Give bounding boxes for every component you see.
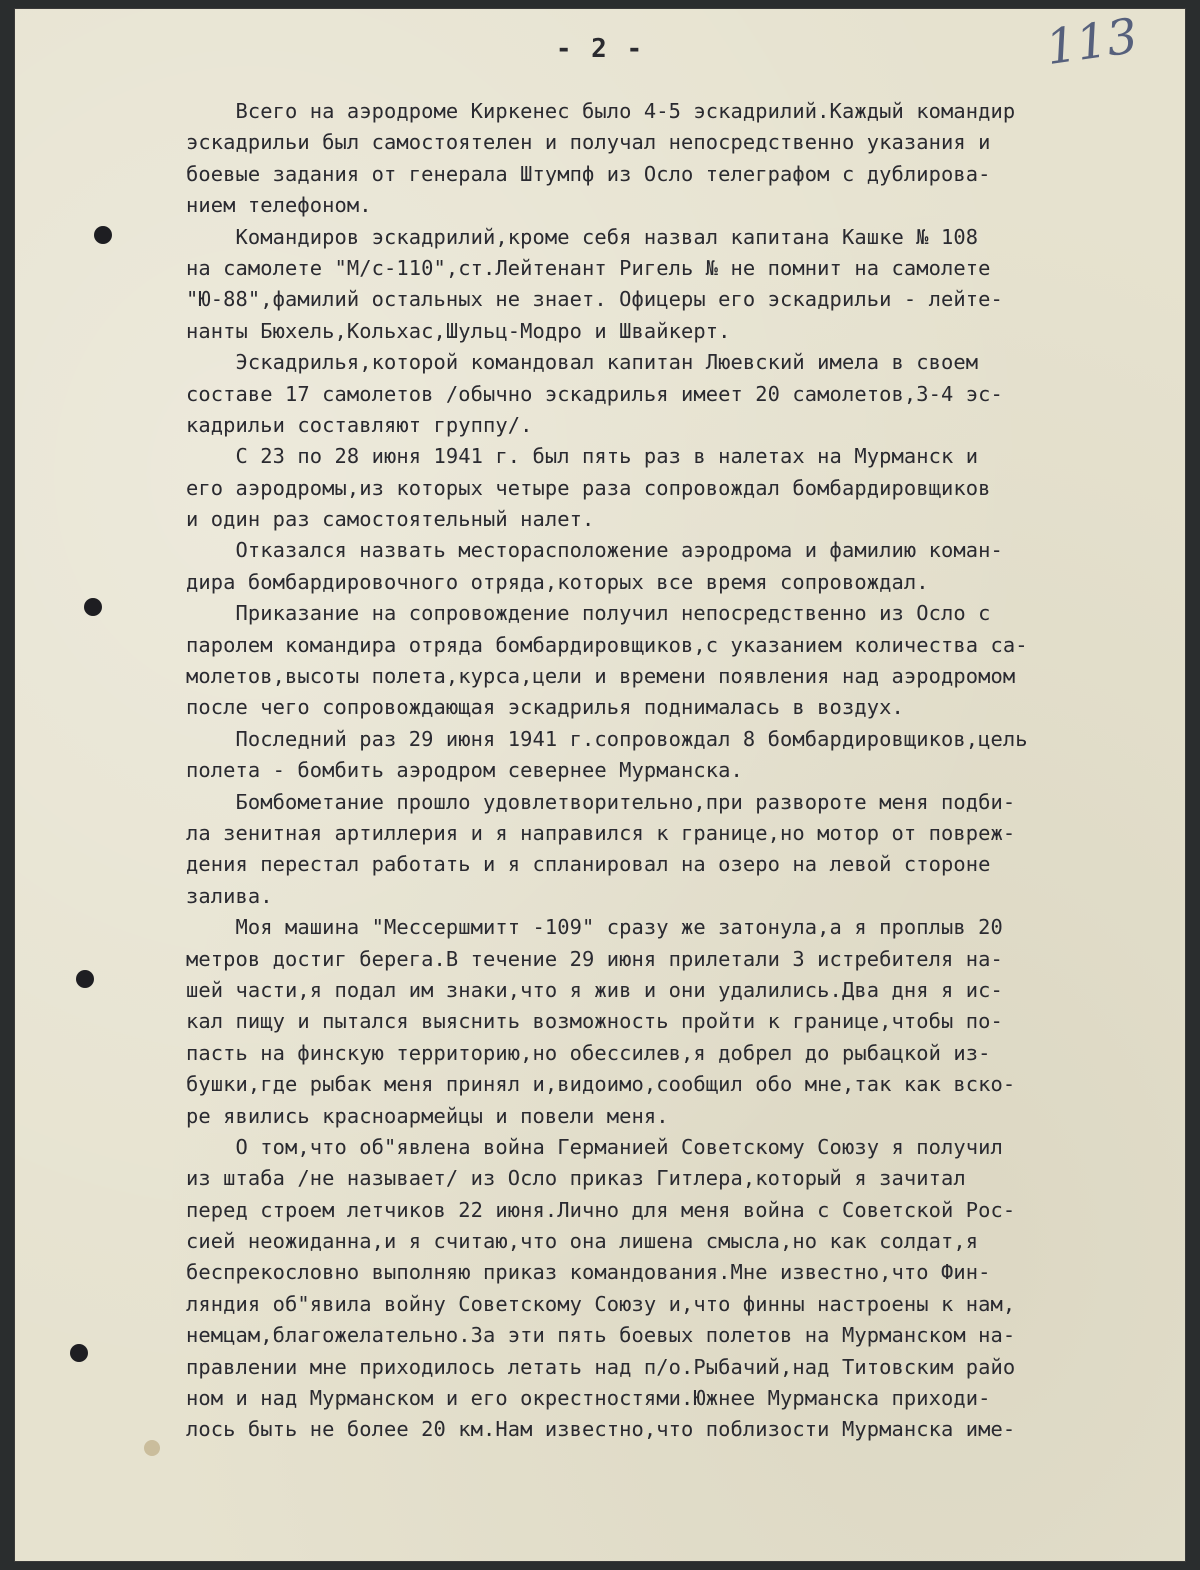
text-line: "Ю-88",фамилий остальных не знает. Офицеры его эскадрильи - лейте- — [186, 287, 1003, 312]
archive-page-number: 113 — [1042, 8, 1142, 77]
text-line: Всего на аэродроме Киркенес было 4-5 эскадрилий.Каждый командир — [186, 99, 1016, 123]
text-line: сией неожиданна,и я считаю,что она лишена смысла,но как солдат,я — [186, 1229, 979, 1254]
text-line: С 23 по 28 июня 1941 г. был пять раз в налетах на Мурманск и — [186, 444, 979, 469]
punch-hole-4 — [70, 1344, 88, 1362]
text-line: ла зенитная артиллерия и я направился к границе,но мотор от повреж- — [186, 820, 1016, 845]
text-line: Последний раз 29 июня 1941 г.сопровождал 8 бомбардировщиков,цель — [186, 726, 1028, 751]
text-line: после чего сопровождающая эскадрилья поднималась в воздух. — [186, 695, 904, 720]
paper-stain — [144, 1440, 160, 1456]
text-line: молетов,высоты полета,курса,цели и времени появления над аэродромом — [186, 664, 1016, 689]
text-line: дира бомбардировочного отряда,которых все время сопровождал. — [186, 569, 929, 594]
text-line: полета - бомбить аэродром севернее Мурманска. — [186, 758, 743, 783]
text-line: составе 17 самолетов /обычно эскадрилья имеет 20 самолетов,3-4 эс- — [186, 381, 1003, 406]
text-line: дения перестал работать и я спланировал на озеро на левой стороне — [186, 852, 991, 877]
text-line: залива. — [186, 883, 273, 908]
text-line: эскадрильи был самостоятелен и получал непосредственно указания и — [186, 130, 991, 155]
text-line: кадрильи составляют группу/. — [186, 412, 533, 437]
text-line: ном и над Мурманском и его окрестностями.Южнее Мурманска приходи- — [186, 1386, 991, 1411]
text-line: О том,что об"явлена война Германией Советскому Союзу я получил — [186, 1134, 1003, 1159]
text-line: лось быть не более 20 км.Нам известно,что поблизости Мурманска име- — [186, 1417, 1016, 1442]
text-line: Моя машина "Мессершмитт -109" сразу же затонула,а я проплыв 20 — [186, 915, 1003, 940]
text-line: Командиров эскадрилий,кроме себя назвал капитана Кашке № 108 — [186, 224, 979, 249]
text-line: немцам,благожелательно.За эти пять боевых полетов на Мурманском на- — [186, 1323, 1016, 1348]
text-line: шей части,я подал им знаки,что я жив и они удалились.Два дня я ис- — [186, 977, 1003, 1002]
text-line: кал пищу и пытался выяснить возможность пройти к границе,чтобы по- — [186, 1009, 1003, 1034]
text-line: правлении мне приходилось летать над п/о.Рыбачий,над Титовским райо — [186, 1354, 1016, 1379]
text-line: Приказание на сопровождение получил непосредственно из Осло с — [186, 601, 991, 626]
text-line: метров достиг берега.В течение 29 июня прилетали 3 истребителя на- — [186, 946, 1003, 971]
punch-hole-3 — [76, 970, 94, 988]
text-line: и один раз самостоятельный налет. — [186, 507, 595, 532]
text-line: Эскадрилья,которой командовал капитан Люевский имела в своем — [186, 350, 979, 375]
text-line: боевые задания от генерала Штумпф из Осло телеграфом с дублирова- — [186, 161, 991, 186]
text-line: из штаба /не называет/ из Осло приказ Гитлера,который я зачитал — [186, 1166, 966, 1191]
text-line: беспрекословно выполняю приказ командования.Мне известно,что Фин- — [186, 1260, 991, 1285]
page-number: - 2 - — [555, 34, 645, 64]
text-line: паролем командира отряда бомбардировщиков,с указанием количества са- — [186, 632, 1028, 657]
body-text — [186, 96, 1181, 1446]
punch-hole-1 — [94, 226, 112, 244]
text-line: Бомбометание прошло удовлетворительно,при развороте меня подби- — [186, 789, 1016, 814]
text-line: нием телефоном. — [186, 193, 372, 218]
text-line: ляндия об"явила войну Советскому Союзу и,что финны настроены к нам, — [186, 1291, 1016, 1316]
text-line: бушки,где рыбак меня принял и,видоимо,сообщил обо мне,так как вско- — [186, 1072, 1016, 1097]
document-page — [14, 8, 1186, 1562]
text-line: его аэродромы,из которых четыре раза сопровождал бомбардировщиков — [186, 475, 991, 500]
text-line: ре явились красноармейцы и повели меня. — [186, 1103, 669, 1128]
punch-hole-2 — [84, 598, 102, 616]
text-line: пасть на финскую территорию,но обессилев,я добрел до рыбацкой из- — [186, 1040, 991, 1065]
text-line: на самолете "М/с-110",ст.Лейтенант Ригель № не помнит на самолете — [186, 255, 991, 280]
text-line: нанты Бюхель,Кольхас,Шульц-Модро и Швайкерт. — [186, 318, 731, 343]
text-line: перед строем летчиков 22 июня.Лично для меня война с Советской Рос- — [186, 1197, 1016, 1222]
text-line: Отказался назвать месторасположение аэродрома и фамилию коман- — [186, 538, 1003, 563]
